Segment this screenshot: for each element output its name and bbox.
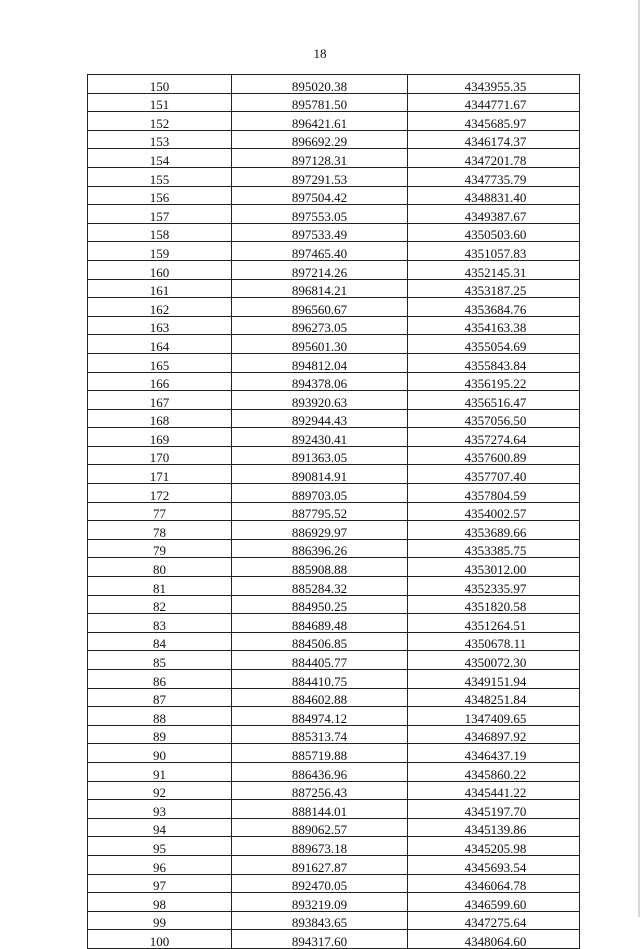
y-coordinate-cell: 4349151.94 (408, 670, 580, 689)
x-coordinate-cell: 891627.87 (232, 855, 408, 874)
y-coordinate-cell: 4350072.30 (408, 651, 580, 670)
table-row (88, 651, 580, 670)
y-coordinate-cell: 4355843.84 (408, 353, 580, 372)
table-row (88, 688, 580, 707)
x-coordinate-cell: 893920.63 (232, 391, 408, 410)
y-coordinate-cell: 4345860.22 (408, 762, 580, 781)
x-coordinate-cell: 896814.21 (232, 279, 408, 298)
point-number-cell: 166 (88, 372, 232, 391)
table-row (88, 893, 580, 912)
table-row (88, 465, 580, 484)
y-coordinate-cell: 4347201.78 (408, 149, 580, 168)
table-row (88, 670, 580, 689)
point-number-cell: 88 (88, 707, 232, 726)
x-coordinate-cell: 885908.88 (232, 558, 408, 577)
y-coordinate-cell: 4356516.47 (408, 391, 580, 410)
point-number-cell: 152 (88, 112, 232, 131)
x-coordinate-cell: 893219.09 (232, 893, 408, 912)
point-number-cell: 84 (88, 632, 232, 651)
y-coordinate-cell: 4353012.00 (408, 558, 580, 577)
x-coordinate-cell: 897291.53 (232, 167, 408, 186)
y-coordinate-cell: 4346174.37 (408, 130, 580, 149)
point-number-cell: 97 (88, 874, 232, 893)
y-coordinate-cell: 4345205.98 (408, 837, 580, 856)
y-coordinate-cell: 1347409.65 (408, 707, 580, 726)
table-row (88, 855, 580, 874)
table-row (88, 316, 580, 335)
point-number-cell: 80 (88, 558, 232, 577)
x-coordinate-cell: 897533.49 (232, 223, 408, 242)
point-number-cell: 157 (88, 205, 232, 224)
x-coordinate-cell: 889673.18 (232, 837, 408, 856)
x-coordinate-cell: 888144.01 (232, 800, 408, 819)
y-coordinate-cell: 4352145.31 (408, 260, 580, 279)
table-row (88, 762, 580, 781)
point-number-cell: 91 (88, 762, 232, 781)
y-coordinate-cell: 4353187.25 (408, 279, 580, 298)
table-row (88, 818, 580, 837)
table-row (88, 223, 580, 242)
x-coordinate-cell: 889703.05 (232, 484, 408, 503)
y-coordinate-cell: 4356195.22 (408, 372, 580, 391)
x-coordinate-cell: 884689.48 (232, 614, 408, 633)
x-coordinate-cell: 884405.77 (232, 651, 408, 670)
table-row (88, 874, 580, 893)
point-number-cell: 171 (88, 465, 232, 484)
point-number-cell: 161 (88, 279, 232, 298)
table-row (88, 539, 580, 558)
x-coordinate-cell: 886929.97 (232, 521, 408, 540)
table-row (88, 558, 580, 577)
point-number-cell: 100 (88, 930, 232, 949)
page-number: 18 (313, 46, 327, 61)
x-coordinate-cell: 897128.31 (232, 149, 408, 168)
table-row (88, 428, 580, 447)
point-number-cell: 162 (88, 298, 232, 317)
x-coordinate-cell: 885313.74 (232, 725, 408, 744)
table-row (88, 279, 580, 298)
table-row (88, 372, 580, 391)
table-row (88, 521, 580, 540)
y-coordinate-cell: 4349387.67 (408, 205, 580, 224)
table-row (88, 744, 580, 763)
x-coordinate-cell: 884410.75 (232, 670, 408, 689)
table-row (88, 93, 580, 112)
table-row (88, 260, 580, 279)
point-number-cell: 98 (88, 893, 232, 912)
table-row (88, 502, 580, 521)
x-coordinate-cell: 894812.04 (232, 353, 408, 372)
point-number-cell: 155 (88, 167, 232, 186)
y-coordinate-cell: 4357707.40 (408, 465, 580, 484)
table-row (88, 112, 580, 131)
x-coordinate-cell: 892430.41 (232, 428, 408, 447)
y-coordinate-cell: 4345441.22 (408, 781, 580, 800)
point-number-cell: 77 (88, 502, 232, 521)
y-coordinate-cell: 4347275.64 (408, 911, 580, 930)
point-number-cell: 78 (88, 521, 232, 540)
y-coordinate-cell: 4352335.97 (408, 577, 580, 596)
table-row (88, 930, 580, 949)
table-row (88, 632, 580, 651)
point-number-cell: 87 (88, 688, 232, 707)
x-coordinate-cell: 897553.05 (232, 205, 408, 224)
y-coordinate-cell: 4357056.50 (408, 409, 580, 428)
y-coordinate-cell: 4350503.60 (408, 223, 580, 242)
y-coordinate-cell: 4348251.84 (408, 688, 580, 707)
y-coordinate-cell: 4348831.40 (408, 186, 580, 205)
point-number-cell: 160 (88, 260, 232, 279)
x-coordinate-cell: 886436.96 (232, 762, 408, 781)
y-coordinate-cell: 4357600.89 (408, 446, 580, 465)
x-coordinate-cell: 897504.42 (232, 186, 408, 205)
x-coordinate-cell: 896421.61 (232, 112, 408, 131)
coordinate-table (87, 74, 580, 949)
y-coordinate-cell: 4344771.67 (408, 93, 580, 112)
point-number-cell: 168 (88, 409, 232, 428)
x-coordinate-cell: 884950.25 (232, 595, 408, 614)
point-number-cell: 90 (88, 744, 232, 763)
point-number-cell: 99 (88, 911, 232, 930)
x-coordinate-cell: 895601.30 (232, 335, 408, 354)
point-number-cell: 156 (88, 186, 232, 205)
x-coordinate-cell: 897465.40 (232, 242, 408, 261)
y-coordinate-cell: 4345197.70 (408, 800, 580, 819)
y-coordinate-cell: 4355054.69 (408, 335, 580, 354)
x-coordinate-cell: 895781.50 (232, 93, 408, 112)
y-coordinate-cell: 4353689.66 (408, 521, 580, 540)
table-row (88, 725, 580, 744)
x-coordinate-cell: 894317.60 (232, 930, 408, 949)
y-coordinate-cell: 4353385.75 (408, 539, 580, 558)
x-coordinate-cell: 890814.91 (232, 465, 408, 484)
x-coordinate-cell: 896692.29 (232, 130, 408, 149)
y-coordinate-cell: 4350678.11 (408, 632, 580, 651)
x-coordinate-cell: 887795.52 (232, 502, 408, 521)
table-row (88, 614, 580, 633)
point-number-cell: 82 (88, 595, 232, 614)
point-number-cell: 169 (88, 428, 232, 447)
x-coordinate-cell: 884602.88 (232, 688, 408, 707)
table-row (88, 391, 580, 410)
y-coordinate-cell: 4345685.97 (408, 112, 580, 131)
table-row (88, 484, 580, 503)
table-row (88, 837, 580, 856)
table-row (88, 409, 580, 428)
point-number-cell: 150 (88, 75, 232, 94)
x-coordinate-cell: 884974.12 (232, 707, 408, 726)
point-number-cell: 165 (88, 353, 232, 372)
table-row (88, 353, 580, 372)
point-number-cell: 172 (88, 484, 232, 503)
y-coordinate-cell: 4347735.79 (408, 167, 580, 186)
point-number-cell: 86 (88, 670, 232, 689)
y-coordinate-cell: 4343955.35 (408, 75, 580, 94)
x-coordinate-cell: 887256.43 (232, 781, 408, 800)
table-row (88, 595, 580, 614)
x-coordinate-cell: 897214.26 (232, 260, 408, 279)
y-coordinate-cell: 4357274.64 (408, 428, 580, 447)
x-coordinate-cell: 889062.57 (232, 818, 408, 837)
y-coordinate-cell: 4348064.60 (408, 930, 580, 949)
y-coordinate-cell: 4345139.86 (408, 818, 580, 837)
y-coordinate-cell: 4346437.19 (408, 744, 580, 763)
x-coordinate-cell: 885719.88 (232, 744, 408, 763)
point-number-cell: 95 (88, 837, 232, 856)
y-coordinate-cell: 4354002.57 (408, 502, 580, 521)
x-coordinate-cell: 891363.05 (232, 446, 408, 465)
point-number-cell: 159 (88, 242, 232, 261)
point-number-cell: 93 (88, 800, 232, 819)
point-number-cell: 79 (88, 539, 232, 558)
table-row (88, 298, 580, 317)
point-number-cell: 167 (88, 391, 232, 410)
table-row (88, 911, 580, 930)
point-number-cell: 151 (88, 93, 232, 112)
table-row (88, 577, 580, 596)
point-number-cell: 85 (88, 651, 232, 670)
x-coordinate-cell: 895020.38 (232, 75, 408, 94)
y-coordinate-cell: 4353684.76 (408, 298, 580, 317)
table-row (88, 707, 580, 726)
y-coordinate-cell: 4354163.38 (408, 316, 580, 335)
table-row (88, 446, 580, 465)
y-coordinate-cell: 4345693.54 (408, 855, 580, 874)
table-row (88, 167, 580, 186)
x-coordinate-cell: 885284.32 (232, 577, 408, 596)
y-coordinate-cell: 4346897.92 (408, 725, 580, 744)
y-coordinate-cell: 4357804.59 (408, 484, 580, 503)
table-row (88, 800, 580, 819)
x-coordinate-cell: 886396.26 (232, 539, 408, 558)
point-number-cell: 83 (88, 614, 232, 633)
table-row (88, 781, 580, 800)
x-coordinate-cell: 884506.85 (232, 632, 408, 651)
y-coordinate-cell: 4346599.60 (408, 893, 580, 912)
point-number-cell: 154 (88, 149, 232, 168)
x-coordinate-cell: 896560.67 (232, 298, 408, 317)
table-row (88, 205, 580, 224)
point-number-cell: 158 (88, 223, 232, 242)
coordinate-table-body (88, 75, 580, 949)
x-coordinate-cell: 896273.05 (232, 316, 408, 335)
y-coordinate-cell: 4351057.83 (408, 242, 580, 261)
table-row (88, 186, 580, 205)
x-coordinate-cell: 892470.05 (232, 874, 408, 893)
point-number-cell: 96 (88, 855, 232, 874)
point-number-cell: 170 (88, 446, 232, 465)
table-row (88, 242, 580, 261)
point-number-cell: 89 (88, 725, 232, 744)
point-number-cell: 153 (88, 130, 232, 149)
x-coordinate-cell: 893843.65 (232, 911, 408, 930)
point-number-cell: 92 (88, 781, 232, 800)
table-row (88, 335, 580, 354)
y-coordinate-cell: 4351820.58 (408, 595, 580, 614)
y-coordinate-cell: 4346064.78 (408, 874, 580, 893)
point-number-cell: 164 (88, 335, 232, 354)
point-number-cell: 163 (88, 316, 232, 335)
table-row (88, 149, 580, 168)
x-coordinate-cell: 892944.43 (232, 409, 408, 428)
point-number-cell: 81 (88, 577, 232, 596)
point-number-cell: 94 (88, 818, 232, 837)
x-coordinate-cell: 894378.06 (232, 372, 408, 391)
table-row (88, 75, 580, 94)
table-row (88, 130, 580, 149)
y-coordinate-cell: 4351264.51 (408, 614, 580, 633)
